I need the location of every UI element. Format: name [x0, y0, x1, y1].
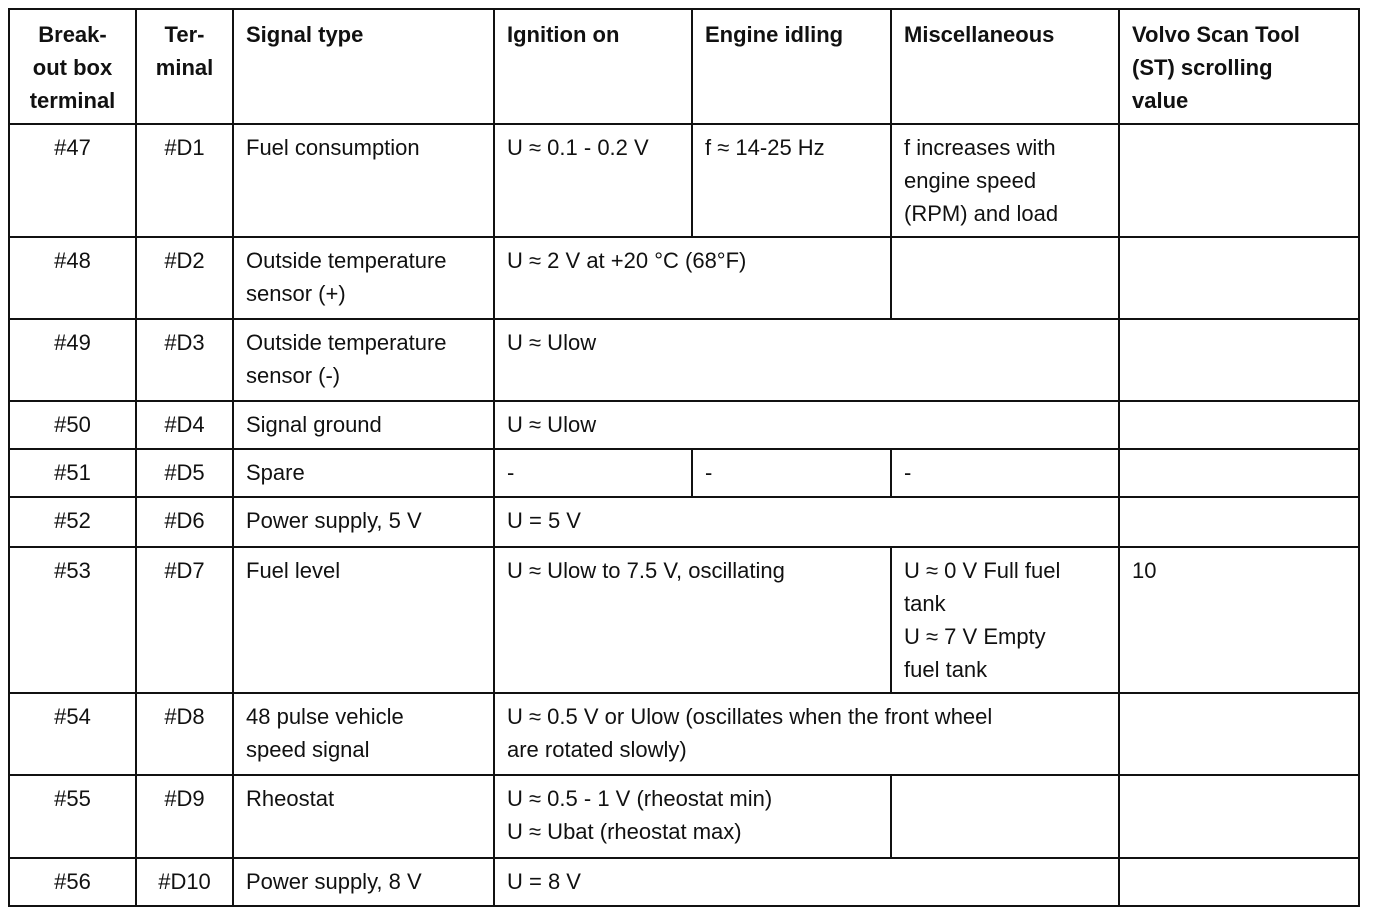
signal-type-cell: Fuel consumption: [233, 124, 494, 237]
table-row: [9, 693, 1359, 775]
header-engine-idling: Engine idling: [692, 9, 891, 124]
value-cell: U ≈ Ulow: [494, 401, 1119, 449]
terminal-cell: #D3: [136, 319, 233, 401]
terminal-cell: #D4: [136, 401, 233, 449]
miscellaneous-cell: [891, 775, 1119, 858]
header-signal-type: Signal type: [233, 9, 494, 124]
value-cell: U ≈ 0.5 V or Ulow (oscillates when the front wheel are rotated slowly): [494, 693, 1119, 775]
engine-idling-cell: -: [692, 449, 891, 497]
terminal-cell: #D7: [136, 547, 233, 693]
miscellaneous-cell: f increases with engine speed (RPM) and load: [891, 124, 1119, 237]
value-cell: U ≈ Ulow to 7.5 V, oscillating: [494, 547, 891, 693]
breakout-terminal-cell: #47: [9, 124, 136, 237]
scan-tool-cell: [1119, 693, 1359, 775]
signal-type-cell: 48 pulse vehicle speed signal: [233, 693, 494, 775]
signal-type-cell: Outside temperature sensor (-): [233, 319, 494, 401]
header-row: [9, 9, 1359, 124]
value-cell: U ≈ 2 V at +20 °C (68°F): [494, 237, 891, 319]
miscellaneous-cell: U ≈ 0 V Full fuel tank U ≈ 7 V Empty fuel tank: [891, 547, 1119, 693]
signal-type-cell: Spare: [233, 449, 494, 497]
breakout-terminal-cell: #50: [9, 401, 136, 449]
breakout-terminal-cell: #53: [9, 547, 136, 693]
signal-type-cell: Fuel level: [233, 547, 494, 693]
terminal-cell: #D9: [136, 775, 233, 858]
table-row: [9, 449, 1359, 497]
table-row: [9, 124, 1359, 237]
scan-tool-cell: [1119, 401, 1359, 449]
ignition-on-cell: -: [494, 449, 692, 497]
scan-tool-cell: [1119, 497, 1359, 547]
breakout-terminal-cell: #49: [9, 319, 136, 401]
signal-type-cell: Power supply, 8 V: [233, 858, 494, 906]
table-row: [9, 775, 1359, 858]
breakout-terminal-cell: #54: [9, 693, 136, 775]
scan-tool-cell: 10: [1119, 547, 1359, 693]
breakout-terminal-cell: #51: [9, 449, 136, 497]
signal-type-cell: Signal ground: [233, 401, 494, 449]
scan-tool-cell: [1119, 858, 1359, 906]
breakout-terminal-cell: #56: [9, 858, 136, 906]
signal-type-cell: Rheostat: [233, 775, 494, 858]
value-cell: U ≈ Ulow: [494, 319, 1119, 401]
header-scan-tool-value: Volvo Scan Tool (ST) scrolling value: [1119, 9, 1359, 124]
header-terminal: Ter- minal: [136, 9, 233, 124]
table-row: [9, 858, 1359, 906]
value-cell: U ≈ 0.5 - 1 V (rheostat min) U ≈ Ubat (rheostat max): [494, 775, 891, 858]
table-row: [9, 319, 1359, 401]
header-ignition-on: Ignition on: [494, 9, 692, 124]
terminal-cell: #D10: [136, 858, 233, 906]
scan-tool-cell: [1119, 449, 1359, 497]
scan-tool-cell: [1119, 319, 1359, 401]
terminal-cell: #D8: [136, 693, 233, 775]
terminal-cell: #D6: [136, 497, 233, 547]
value-cell: U = 5 V: [494, 497, 1119, 547]
scan-tool-cell: [1119, 124, 1359, 237]
table-row: [9, 547, 1359, 693]
terminal-cell: #D1: [136, 124, 233, 237]
scan-tool-cell: [1119, 237, 1359, 319]
table-row: [9, 237, 1359, 319]
engine-idling-cell: f ≈ 14-25 Hz: [692, 124, 891, 237]
table-row: [9, 497, 1359, 547]
breakout-terminal-cell: #52: [9, 497, 136, 547]
terminal-cell: #D5: [136, 449, 233, 497]
breakout-terminal-cell: #48: [9, 237, 136, 319]
terminal-cell: #D2: [136, 237, 233, 319]
value-cell: U = 8 V: [494, 858, 1119, 906]
terminal-signal-table: [8, 8, 1360, 907]
scan-tool-cell: [1119, 775, 1359, 858]
signal-type-cell: Outside temperature sensor (+): [233, 237, 494, 319]
miscellaneous-cell: -: [891, 449, 1119, 497]
miscellaneous-cell: [891, 237, 1119, 319]
signal-type-cell: Power supply, 5 V: [233, 497, 494, 547]
document-page: [8, 8, 1358, 905]
table-row: [9, 401, 1359, 449]
header-breakout-box-terminal: Break- out box terminal: [9, 9, 136, 124]
header-miscellaneous: Miscellaneous: [891, 9, 1119, 124]
breakout-terminal-cell: #55: [9, 775, 136, 858]
ignition-on-cell: U ≈ 0.1 - 0.2 V: [494, 124, 692, 237]
